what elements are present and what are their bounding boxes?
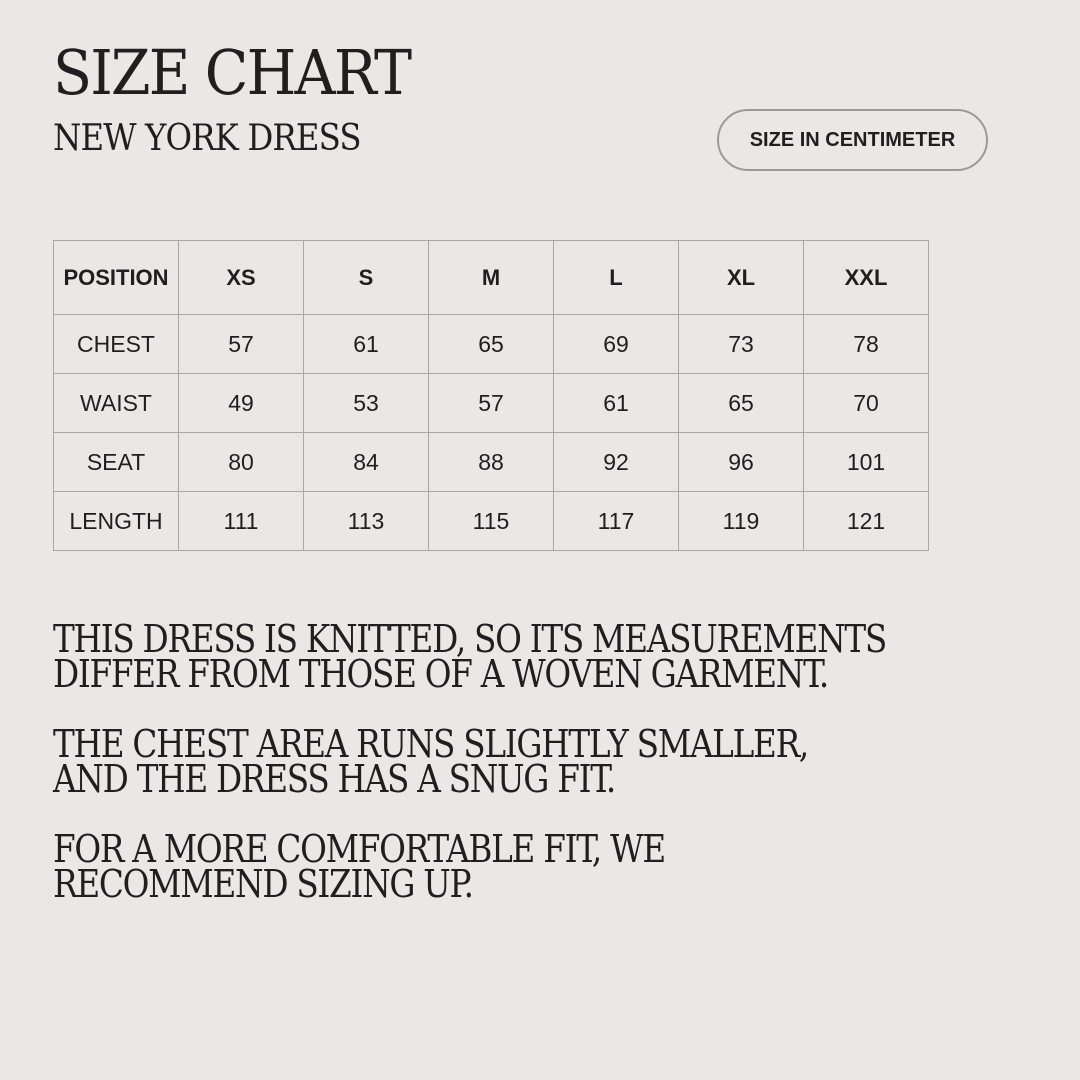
size-table xyxy=(53,240,929,551)
table-header-row xyxy=(54,241,929,315)
table-cell: 121 xyxy=(804,492,929,551)
fit-notes xyxy=(53,617,1053,937)
table-cell: 78 xyxy=(804,315,929,374)
table-row xyxy=(54,433,929,492)
row-label-seat: SEAT xyxy=(54,433,179,492)
table-cell: 117 xyxy=(554,492,679,551)
note-chest-fit: THE CHEST AREA RUNS SLIGHTLY SMALLER, AND THE DRESS HAS A SNUG FIT. xyxy=(53,722,808,801)
table-row xyxy=(54,492,929,551)
table-row xyxy=(54,374,929,433)
product-name: NEW YORK DRESS xyxy=(53,118,361,159)
table-cell: 101 xyxy=(804,433,929,492)
table-cell: 61 xyxy=(554,374,679,433)
note-size-up: FOR A MORE COMFORTABLE FIT, WE RECOMMEND SIZING UP. xyxy=(53,827,665,906)
table-cell: 119 xyxy=(679,492,804,551)
page-title: SIZE CHART xyxy=(53,36,411,109)
row-label-waist: WAIST xyxy=(54,374,179,433)
row-label-length: LENGTH xyxy=(54,492,179,551)
table-cell: 65 xyxy=(679,374,804,433)
table-cell: 92 xyxy=(554,433,679,492)
column-header-xs: XS xyxy=(179,241,304,315)
note-knitted: THIS DRESS IS KNITTED, SO ITS MEASUREMENTS DIFFER FROM THOSE OF A WOVEN GARMENT. xyxy=(53,617,886,696)
table-cell: 88 xyxy=(429,433,554,492)
table-cell: 113 xyxy=(304,492,429,551)
table-cell: 96 xyxy=(679,433,804,492)
table-cell: 65 xyxy=(429,315,554,374)
row-label-chest: CHEST xyxy=(54,315,179,374)
table-cell: 111 xyxy=(179,492,304,551)
table-cell: 115 xyxy=(429,492,554,551)
table-cell: 57 xyxy=(179,315,304,374)
table-cell: 70 xyxy=(804,374,929,433)
column-header-s: S xyxy=(304,241,429,315)
unit-toggle-button[interactable]: SIZE IN CENTIMETER xyxy=(717,109,988,171)
column-header-l: L xyxy=(554,241,679,315)
column-header-position: POSITION xyxy=(54,241,179,315)
table-cell: 84 xyxy=(304,433,429,492)
column-header-xxl: XXL xyxy=(804,241,929,315)
table-row xyxy=(54,315,929,374)
table-cell: 80 xyxy=(179,433,304,492)
table-cell: 69 xyxy=(554,315,679,374)
table-cell: 73 xyxy=(679,315,804,374)
column-header-m: M xyxy=(429,241,554,315)
table-cell: 49 xyxy=(179,374,304,433)
table-cell: 57 xyxy=(429,374,554,433)
column-header-xl: XL xyxy=(679,241,804,315)
table-cell: 53 xyxy=(304,374,429,433)
table-cell: 61 xyxy=(304,315,429,374)
